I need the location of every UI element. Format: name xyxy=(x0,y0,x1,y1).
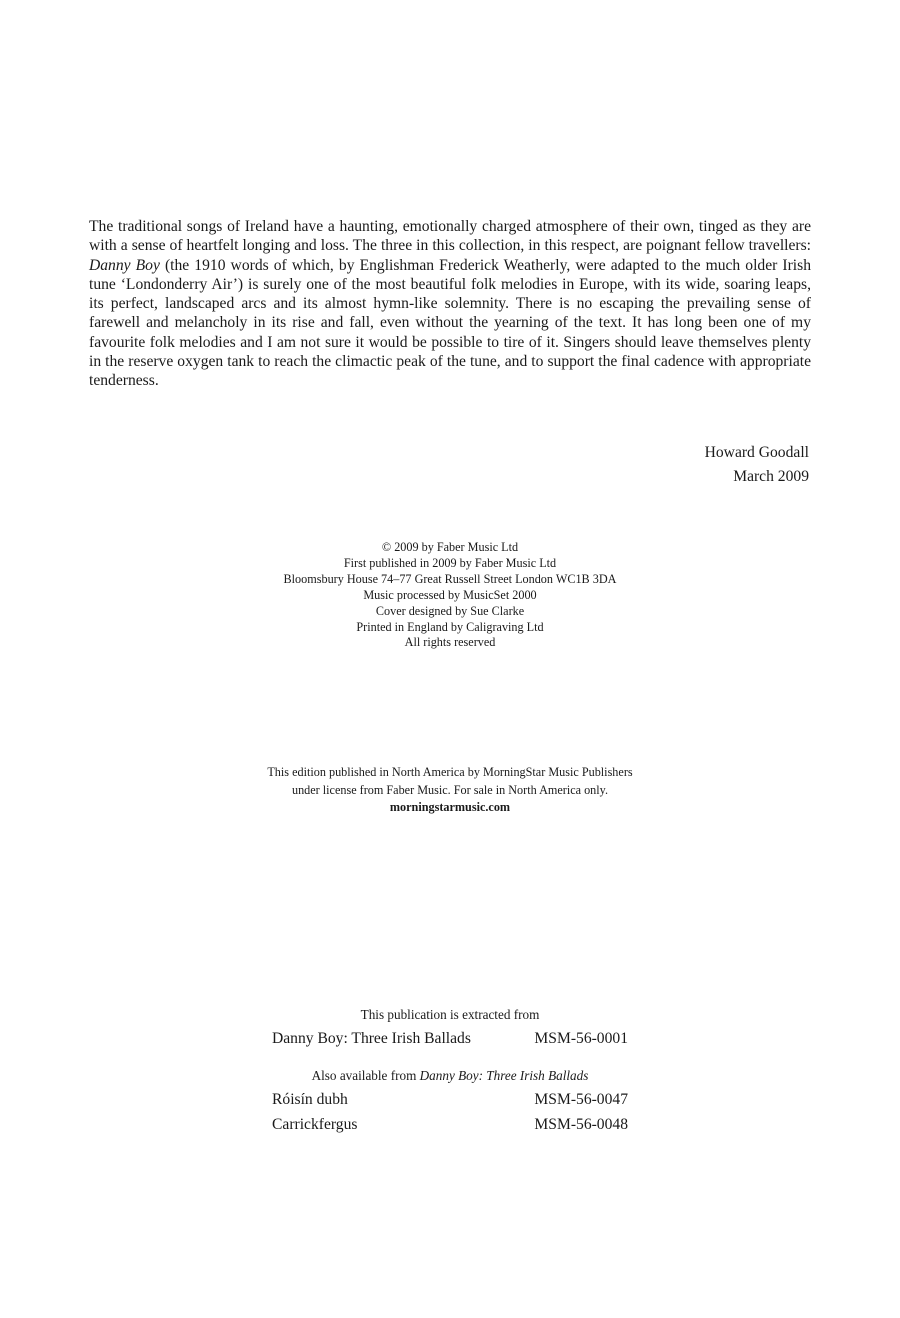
publication-credits xyxy=(0,540,900,651)
also-available-title: Danny Boy: Three Irish Ballads xyxy=(419,1068,589,1083)
catalogue-code: MSM-56-0048 xyxy=(534,1116,628,1133)
na-edition-line: This edition published in North America by MorningStar Music Publishers xyxy=(267,765,633,779)
intro-text-start: The traditional songs of Ireland have a haunting, emotionally charged atmosphere of their own, tinged as they are with a sense of heartfelt longing and loss. The three in this collection, in this respect, are poignant fellow travellers: xyxy=(89,218,811,255)
catalogue-code: MSM-56-0001 xyxy=(534,1030,628,1047)
credit-line: Music processed by MusicSet 2000 xyxy=(363,587,537,602)
credit-line: All rights reserved xyxy=(404,635,496,650)
author-name: Howard Goodall xyxy=(704,444,809,461)
catalogue-row-main xyxy=(272,1029,628,1049)
catalogue-code: MSM-56-0047 xyxy=(534,1091,628,1108)
also-available-heading xyxy=(0,1067,900,1085)
catalogue-row xyxy=(272,1115,628,1135)
credit-line: Cover designed by Sue Clarke xyxy=(375,603,525,618)
signature xyxy=(705,441,809,489)
extract-heading: This publication is extracted from xyxy=(360,1007,540,1022)
credit-line: Bloomsbury House 74–77 Great Russell Street London WC1B 3DA xyxy=(283,571,617,586)
catalogue-title: Carrickfergus xyxy=(272,1116,358,1133)
intro-text-end: (the 1910 words of which, by Englishman Frederick Weatherly, were adapted to the much older Irish tune ‘Londonderry Air’) is surely one of the most beautiful folk melodies in Europe, with its wide, soaring leaps, its perfect, landscaped arcs and its almost hymn-like solemnity. There is no escaping the prevailing sense of farewell and melancholy in its rise and fall, even without the yearning of the text. It has long been one of my favourite folk melodies and I am not sure it would be possible to tire of it. Singers should leave themselves plenty in the reserve oxygen tank to reach the climactic peak of the tune, and to support the final cadence with appropriate tenderness. xyxy=(89,256,812,390)
intro-paragraph xyxy=(89,217,811,391)
na-edition-line: under license from Faber Music. For sale in North America only. xyxy=(291,782,608,797)
catalogue-title: Danny Boy: Three Irish Ballads xyxy=(272,1030,471,1047)
catalogue-title: Róisín dubh xyxy=(272,1091,348,1108)
also-available-prefix: Also available from xyxy=(311,1068,420,1083)
intro-title-italic: Danny Boy xyxy=(89,256,160,274)
credit-line: First published in 2009 by Faber Music Ltd xyxy=(343,555,557,570)
publisher-website: morningstarmusic.com xyxy=(389,800,511,814)
credit-line: © 2009 by Faber Music Ltd xyxy=(381,540,519,554)
catalogue-row xyxy=(272,1090,628,1110)
north-america-edition-note xyxy=(0,764,900,817)
signature-date: March 2009 xyxy=(733,468,809,485)
credit-line: Printed in England by Caligraving Ltd xyxy=(356,619,544,634)
